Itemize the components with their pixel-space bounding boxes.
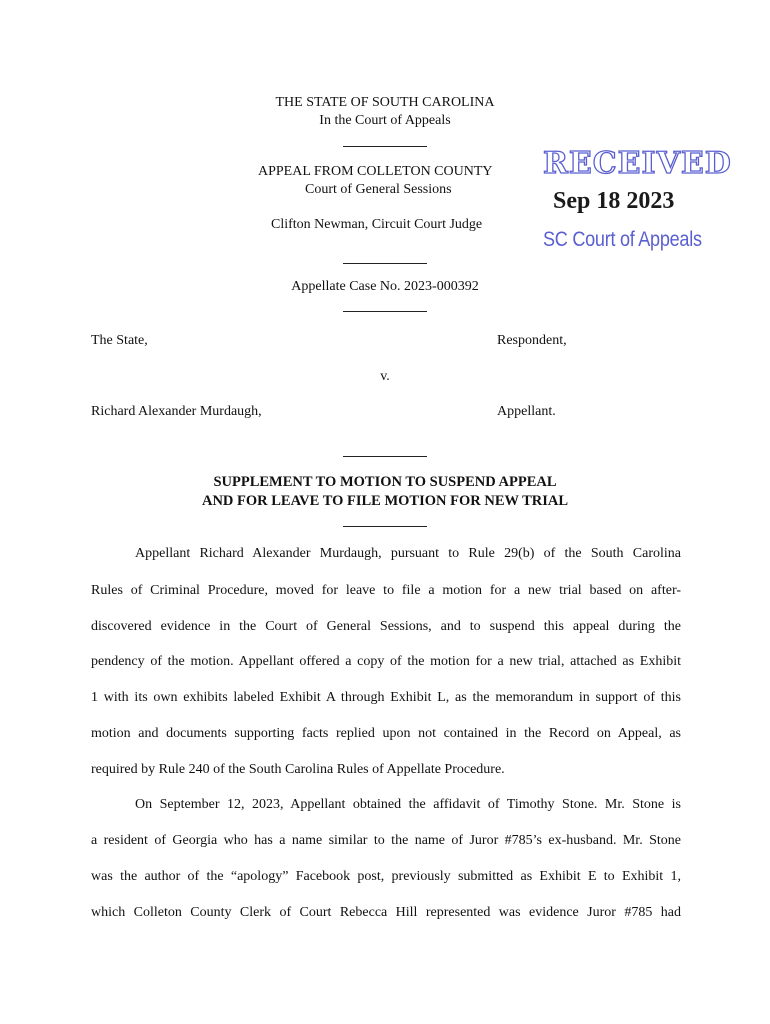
body-line: a resident of Georgia who has a name similar to the name of Juror #785’s ex-husband. Mr. Stone — [91, 833, 681, 848]
body-line: which Colleton County Clerk of Court Rebecca Hill represented was evidence Juror #785 had — [91, 905, 681, 920]
party-respondent-name: The State, — [91, 333, 148, 348]
body-line: discovered evidence in the Court of General Sessions, and to suspend this appeal during the — [91, 619, 681, 634]
divider — [343, 146, 427, 147]
body-line: Appellant Richard Alexander Murdaugh, pursuant to Rule 29(b) of the South Carolina — [135, 546, 681, 561]
body-line: On September 12, 2023, Appellant obtained the affidavit of Timothy Stone. Mr. Stone is — [135, 797, 681, 812]
case-number: Appellate Case No. 2023-000392 — [291, 279, 479, 294]
versus: v. — [380, 369, 390, 384]
appeal-from-line: APPEAL FROM COLLETON COUNTY — [258, 164, 493, 179]
party-appellant-name: Richard Alexander Murdaugh, — [91, 404, 262, 419]
judge-line: Clifton Newman, Circuit Court Judge — [271, 217, 483, 232]
body-line: was the author of the “apology” Facebook post, previously submitted as Exhibit E to Exhibit 1, — [91, 869, 681, 884]
state-heading: THE STATE OF SOUTH CAROLINA — [275, 95, 495, 110]
lower-court-line: Court of General Sessions — [305, 182, 452, 197]
party-appellant-role: Appellant. — [497, 404, 556, 419]
body-line: Rules of Criminal Procedure, moved for leave to file a motion for a new trial based on after- — [91, 583, 681, 598]
party-respondent-role: Respondent, — [497, 333, 567, 348]
body-line: required by Rule 240 of the South Carolina Rules of Appellate Procedure. — [91, 762, 505, 777]
divider — [343, 526, 427, 527]
stamp-date: Sep 18 2023 — [553, 188, 675, 214]
document-title-line-1: SUPPLEMENT TO MOTION TO SUSPEND APPEAL — [213, 474, 557, 490]
divider — [343, 456, 427, 457]
body-line: motion and documents supporting facts replied upon not contained in the Record on Appeal, as — [91, 726, 681, 741]
divider — [343, 311, 427, 312]
received-stamp-text: RECEIVED — [543, 146, 732, 181]
stamp-court-name: SC Court of Appeals — [543, 228, 702, 251]
document-title-line-2: AND FOR LEAVE TO FILE MOTION FOR NEW TRIAL — [201, 493, 569, 509]
divider — [343, 263, 427, 264]
court-heading: In the Court of Appeals — [319, 113, 451, 128]
received-stamp — [543, 146, 732, 182]
body-line: 1 with its own exhibits labeled Exhibit A through Exhibit L, as the memorandum in support of this — [91, 690, 681, 705]
body-line: pendency of the motion. Appellant offered a copy of the motion for a new trial, attached as Exhibit — [91, 654, 681, 669]
